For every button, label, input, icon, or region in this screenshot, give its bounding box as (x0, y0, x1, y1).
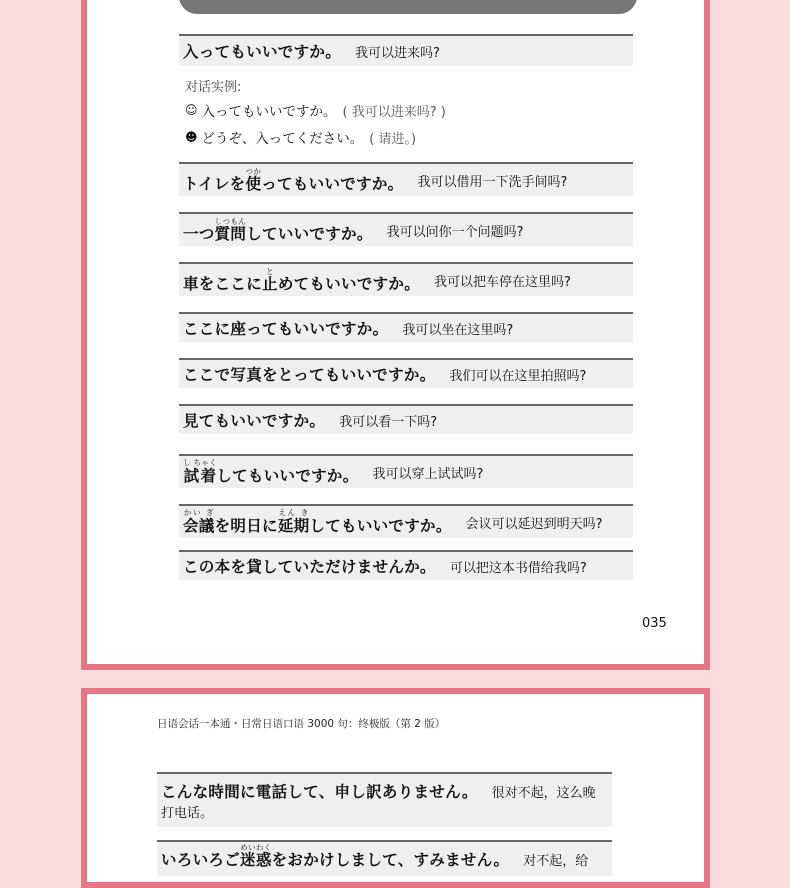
phrase-cn: 我可以坐在这里吗? (402, 322, 514, 338)
phrase-row (179, 358, 633, 388)
ruby-base: 会議 (183, 517, 215, 535)
phrase-jp: 入ってもいいですか。 (183, 43, 342, 61)
phrase-jp-pre: 車をここに (183, 274, 263, 293)
phrase-cn: 我可以问你一个问题吗? (386, 224, 524, 240)
phrase-jp: こんな時間に電話して、申し訳ありません。 (161, 783, 478, 801)
phrase-jp (183, 267, 420, 294)
phrase-jp-post: を明日に (214, 517, 278, 535)
phrase-jp-pre: この本を貸していただけませんか。 (183, 558, 436, 576)
phrase-jp-post: していいですか。 (246, 224, 373, 243)
dialog-translation: ( 我可以进来吗? ) (342, 104, 446, 120)
ruby-reading: めいわく (240, 843, 272, 852)
dialog-jp: 入ってもいいですか。 (201, 104, 337, 120)
phrase-cn: 可以把这本书借给我吗? (449, 560, 587, 576)
phrase-cn: 我可以进来吗? (355, 45, 440, 61)
phrase-cn: 我可以穿上试试吗? (372, 466, 484, 482)
ruby-base: 使 (245, 174, 262, 193)
phrase-jp (183, 317, 388, 339)
phrase-cn: 我可以看一下吗? (339, 414, 438, 430)
ruby-word (262, 266, 278, 293)
phrase-row (179, 454, 633, 488)
speaker-a-icon: ☺ (185, 103, 198, 117)
phrase-jp-pre: トイレを (183, 174, 246, 193)
phrase-row (179, 312, 633, 342)
ruby-reading: かい ぎ (183, 508, 215, 517)
phrase-jp-pre: ここで写真をとってもいいですか。 (183, 366, 436, 384)
ruby-base: 延期 (277, 517, 310, 535)
phrase-cn: 很对不起，这么晚打电话。 (161, 786, 596, 821)
ruby-word (214, 216, 247, 243)
phrase-jp-pre: 一つ (183, 224, 215, 243)
phrase-jp (183, 508, 452, 536)
dialog-translation: ( 请进。) (369, 131, 417, 147)
dialog-jp: どうぞ、入ってください。 (201, 131, 364, 147)
running-header: 日语会话一本通・日常日语口语 3000 句：终极版（第 2 版） (157, 718, 446, 730)
ruby-word (240, 843, 272, 869)
phrase-jp-pre: ここに座ってもいいですか。 (183, 320, 389, 338)
phrase-row (179, 212, 633, 246)
book-page-top (81, 0, 710, 670)
phrase-jp-post: ってもいいですか。 (261, 174, 404, 193)
phrase-jp (183, 555, 436, 577)
phrase-jp-post: をおかけしまして、すみません。 (271, 851, 510, 869)
phrase-row (179, 162, 633, 196)
phrase-jp-post: してもいいですか。 (309, 517, 452, 535)
phrase-jp (183, 167, 403, 194)
phrase-row (179, 550, 633, 580)
phrase-row (179, 34, 633, 66)
ruby-reading: と (262, 266, 278, 276)
phrase-jp (183, 458, 359, 486)
dialog-line (185, 127, 416, 147)
ruby-word (277, 508, 310, 535)
phrase-cn: 对不起，给 (523, 854, 589, 869)
ruby-base: 試着 (183, 467, 217, 485)
phrase-row (179, 504, 633, 538)
phrase-row (179, 404, 633, 434)
ruby-base: 止 (262, 274, 278, 293)
ruby-reading: しつもん (214, 216, 247, 226)
phrase-jp (183, 363, 436, 385)
section-banner (179, 0, 637, 14)
dialog-label: 对话实例: (185, 80, 242, 95)
phrase-row (157, 772, 612, 827)
ruby-reading: えん き (277, 508, 310, 517)
phrase-jp-pre: 見てもいいですか。 (183, 412, 326, 430)
phrase-row (157, 840, 612, 876)
phrase-cn: 我们可以在这里拍照吗? (449, 368, 587, 384)
book-page-bottom (81, 688, 710, 888)
dialog-line (185, 100, 446, 120)
page-number: 035 (642, 616, 667, 631)
ruby-word (183, 508, 215, 535)
ruby-base: 迷惑 (240, 851, 272, 869)
speaker-b-icon: ☻ (185, 130, 198, 144)
ruby-word (245, 166, 262, 193)
phrase-cn: 我可以把车停在这里吗? (434, 274, 571, 290)
ruby-reading: つか (245, 166, 262, 176)
phrase-jp-post: してもいいですか。 (216, 467, 359, 485)
phrase-jp-post: めてもいいですか。 (277, 274, 421, 293)
phrase-row (179, 262, 633, 296)
ruby-base: 質問 (214, 224, 247, 243)
phrase-jp (183, 409, 325, 431)
phrase-jp-pre: いろいろご (161, 851, 241, 869)
phrase-cn: 我可以借用一下洗手间吗? (417, 174, 568, 190)
phrase-jp (161, 843, 510, 869)
ruby-reading: し ちゃく (183, 458, 217, 467)
ruby-word (183, 458, 217, 485)
phrase-jp (183, 217, 373, 244)
phrase-cn: 会议可以延迟到明天吗? (465, 516, 603, 532)
